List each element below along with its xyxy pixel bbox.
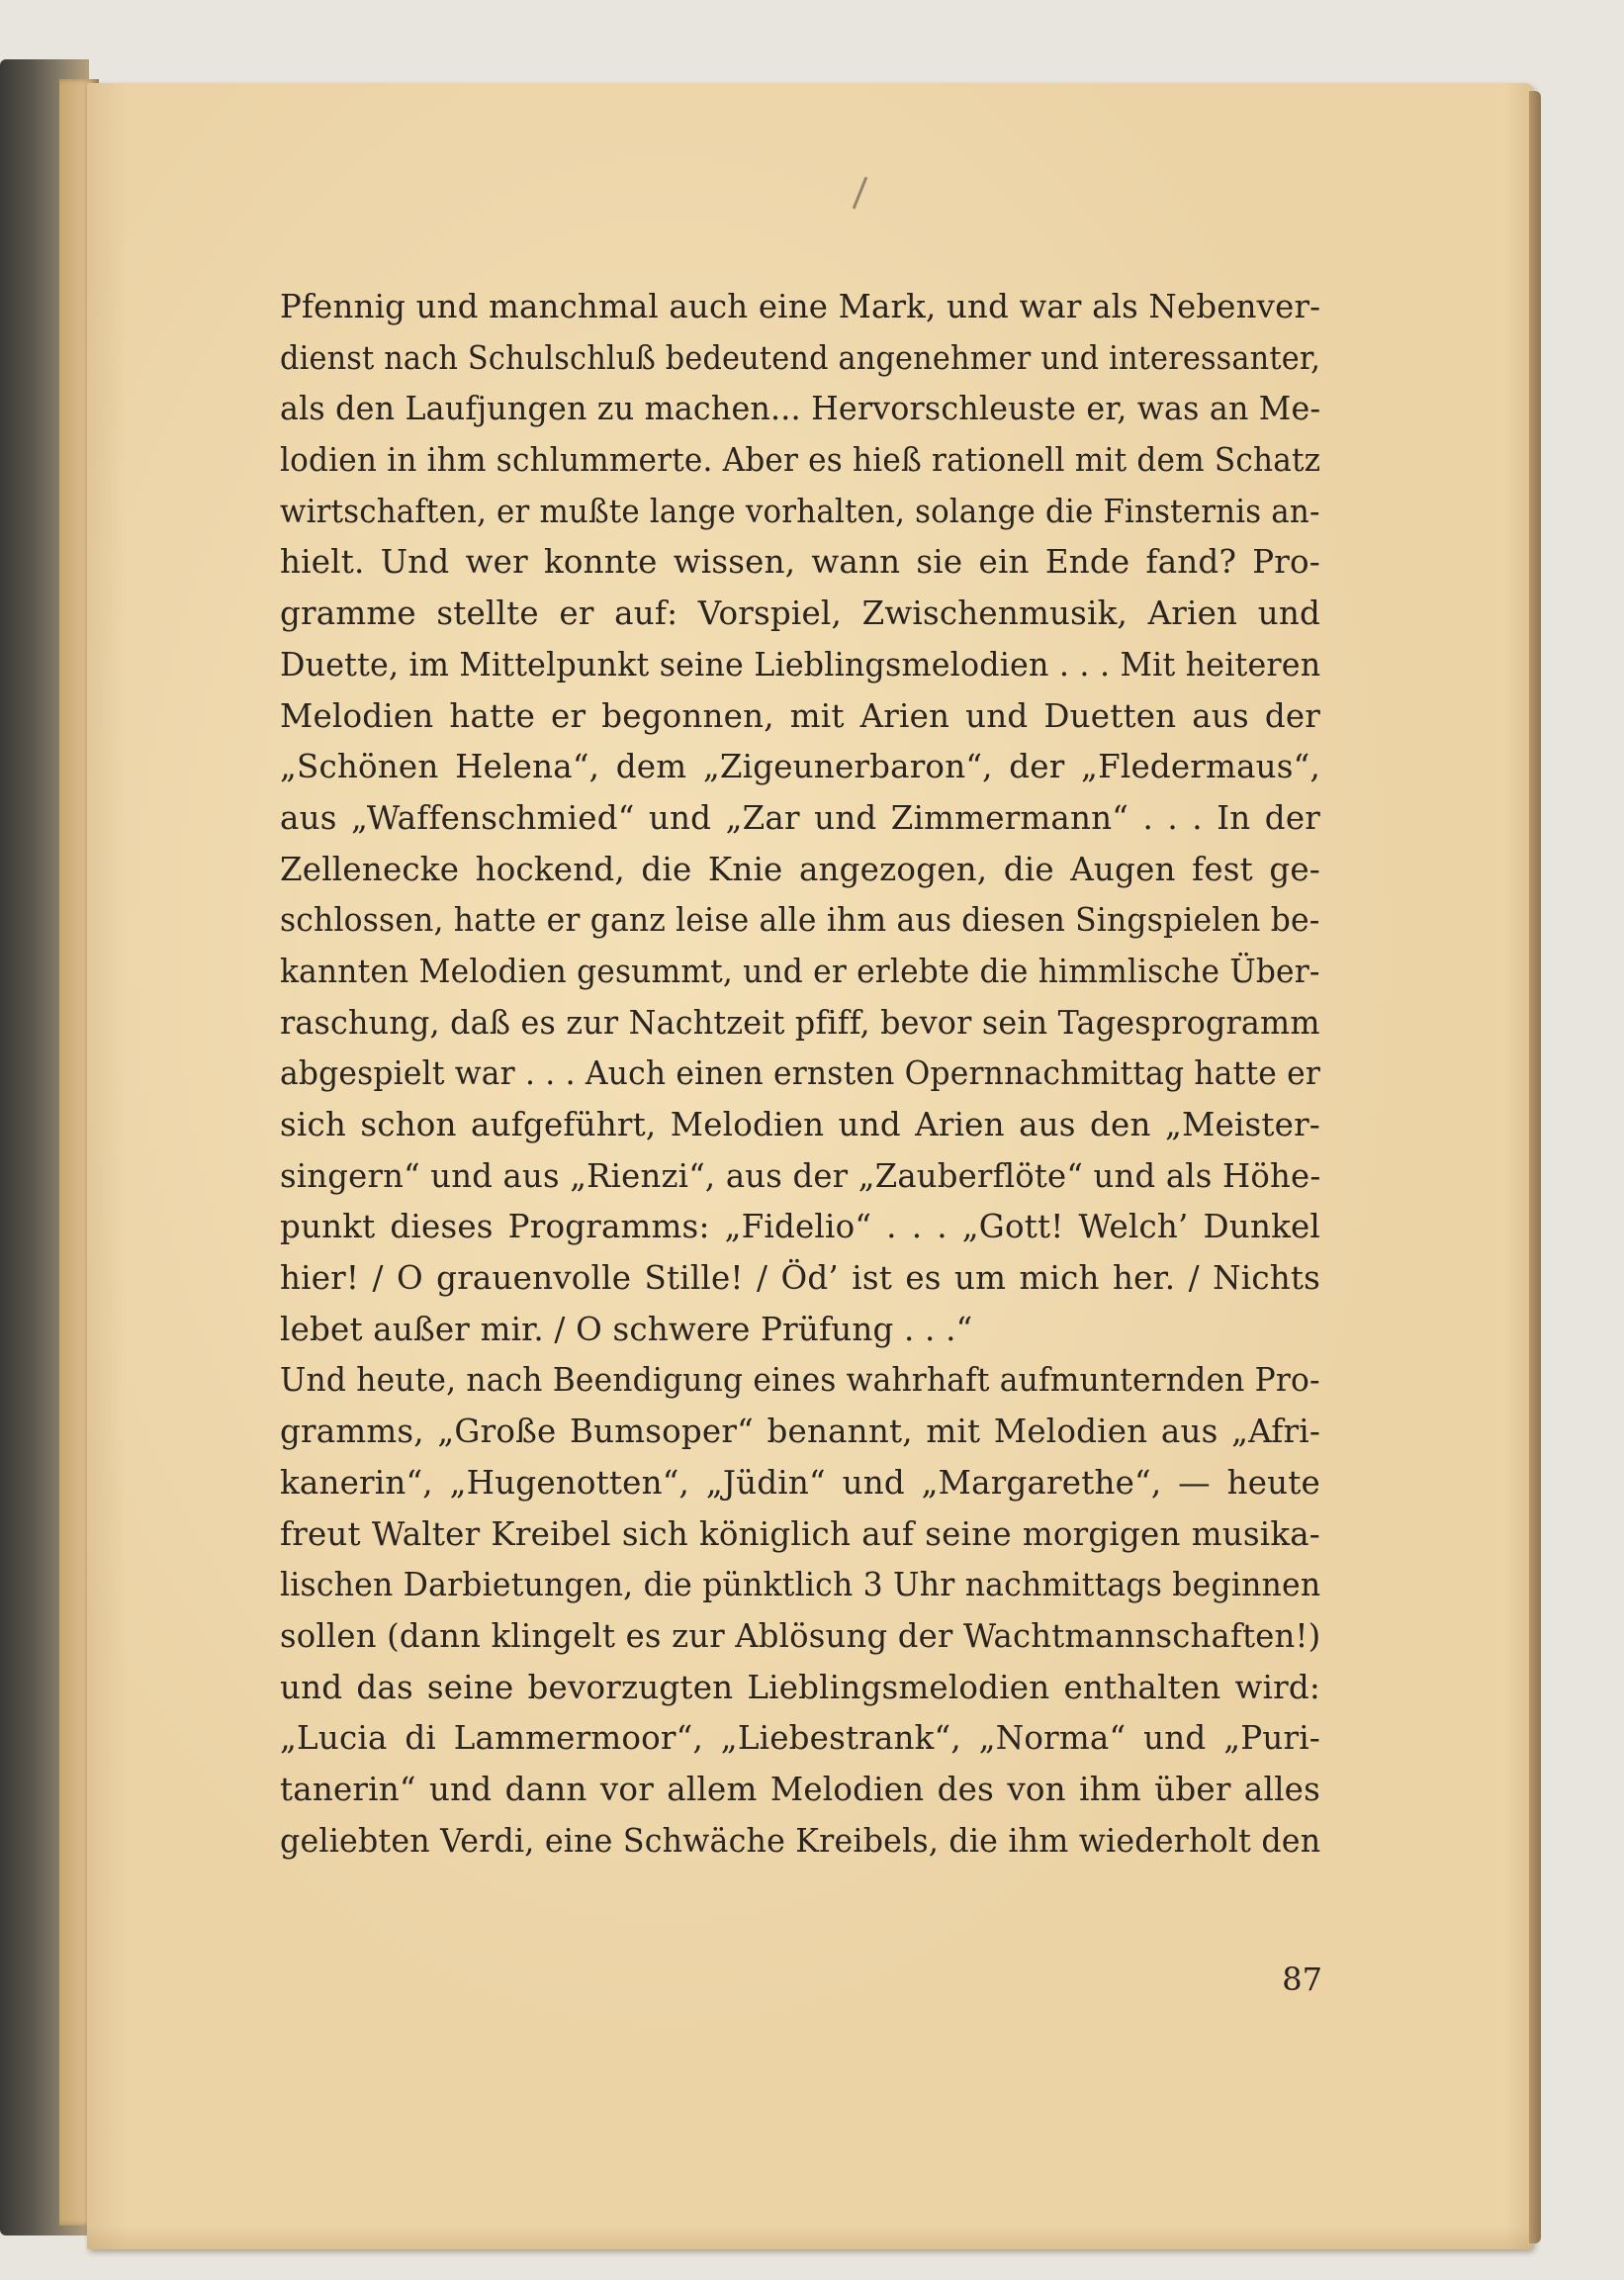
text-line: kanerin“, „Hugenotten“, „Jüdin“ und „Margarethe“, — heute (280, 1463, 1320, 1502)
text-line: sich schon aufgeführt, Melodien und Arien aus den „Meister- (280, 1106, 1320, 1143)
text-line: Zellenecke hockend, die Knie angezogen, die Augen fest ge- (280, 850, 1320, 888)
text-line: gramme stellte er auf: Vorspiel, Zwischenmusik, Arien und (280, 594, 1320, 633)
text-line: Melodien hatte er begonnen, mit Arien und Duetten aus der (280, 696, 1320, 735)
text-line: kannten Melodien gesummt, und er erlebte die himmlische Über- (280, 952, 1320, 990)
text-line: dienst nach Schulschluß bedeutend angenehmer und interessanter, (280, 338, 1321, 377)
text-line: raschung, daß es zur Nachtzeit pfiff, bevor sein Tagesprogramm (280, 1003, 1320, 1042)
text-line: „Lucia di Lammermoor“, „Liebestrank“, „Norma“ und „Puri- (280, 1719, 1320, 1758)
page-edge-shadow (1529, 91, 1541, 2243)
text-line: tanerin“ und dann vor allem Melodien des von ihm über alles (280, 1770, 1320, 1808)
text-line: Duette, im Mittelpunkt seine Lieblingsmelodien . . . Mit heiteren (280, 645, 1321, 684)
text-line: hielt. Und wer konnte wissen, wann sie ein Ende fand? Pro- (280, 543, 1320, 582)
body-text (280, 282, 1320, 1867)
text-line: punkt dieses Programms: „Fidelio“ . . . „Gott! Welch’ Dunkel (280, 1208, 1320, 1246)
text-line: Und heute, nach Beendigung eines wahrhaft aufmunternden Pro- (280, 1361, 1320, 1400)
text-line: abgespielt war . . . Auch einen ernsten Opernnachmittag hatte er (280, 1054, 1321, 1093)
text-line: lodien in ihm schlummerte. Aber es hieß rationell mit dem Schatz (280, 441, 1321, 480)
text-line: gramms, „Große Bumsoper“ benannt, mit Melodien aus „Afri- (280, 1413, 1320, 1451)
text-line: „Schönen Helena“, dem „Zigeunerbaron“, der „Fledermaus“, (280, 748, 1320, 786)
text-line: hier! / O grauenvolle Stille! / Öd’ ist es um mich her. / Nichts (280, 1259, 1320, 1298)
text-line: lischen Darbietungen, die pünktlich 3 Uhr nachmittags beginnen (280, 1566, 1321, 1604)
text-line: aus „Waffenschmied“ und „Zar und Zimmermann“ . . . In der (280, 798, 1320, 837)
text-line: wirtschaften, er mußte lange vorhalten, solange die Finsternis an- (280, 492, 1320, 530)
text-line: als den Laufjungen zu machen... Hervorschleuste er, was an Me- (280, 390, 1321, 428)
text-line: Pfennig und manchmal auch eine Mark, und war als Nebenver- (280, 288, 1321, 325)
text-line: sollen (dann klingelt es zur Ablösung der Wachtmannschaften!) (280, 1616, 1321, 1655)
text-line: freut Walter Kreibel sich königlich auf seine morgigen musika- (280, 1514, 1320, 1553)
text-line: lebet außer mir. / O schwere Prüfung . . .“ (280, 1310, 973, 1348)
text-line: geliebten Verdi, eine Schwäche Kreibels, die ihm wiederholt den (280, 1821, 1321, 1860)
text-line: schlossen, hatte er ganz leise alle ihm aus diesen Singspielen be- (280, 901, 1320, 940)
text-line: und das seine bevorzugten Lieblingsmelodien enthalten wird: (280, 1668, 1320, 1706)
text-line: singern“ und aus „Rienzi“, aus der „Zauberflöte“ und als Höhe- (280, 1156, 1321, 1195)
page-number: 87 (1282, 1961, 1322, 1998)
